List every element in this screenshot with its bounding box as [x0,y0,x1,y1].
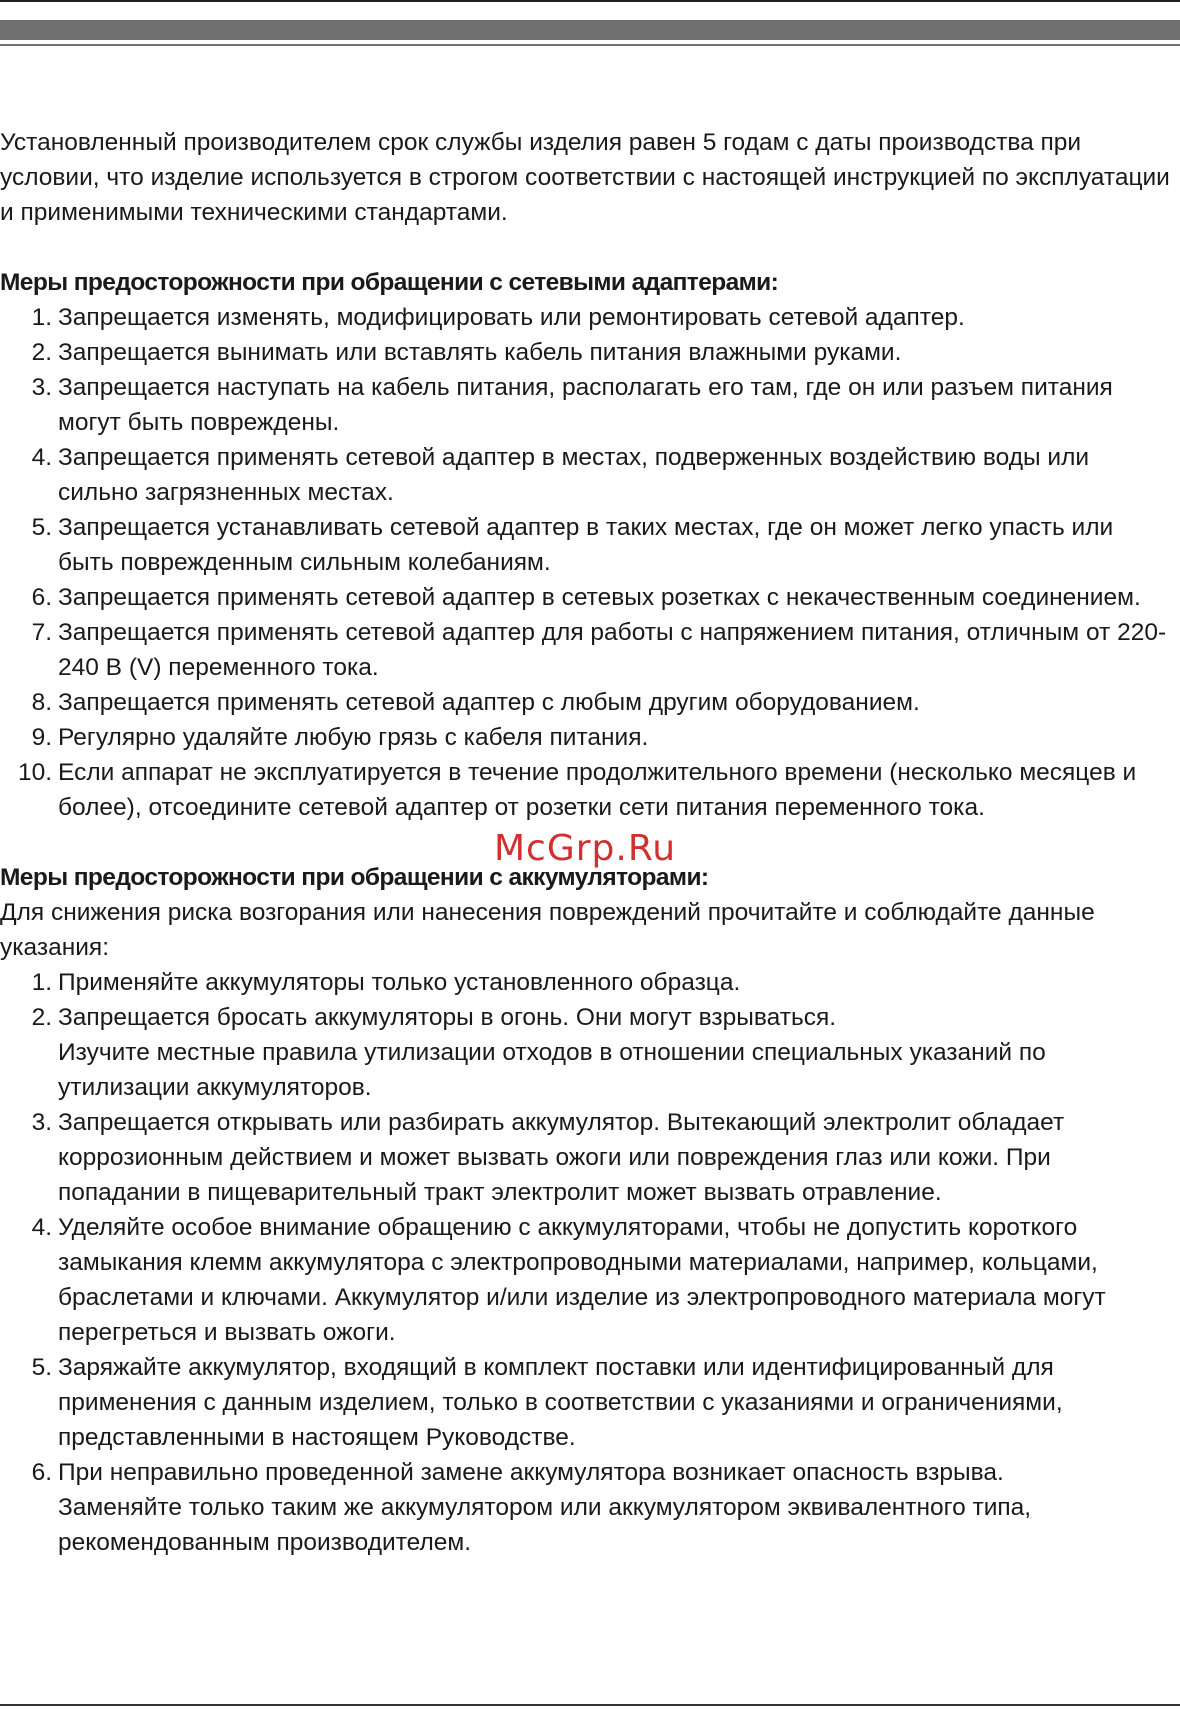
list-item: 6. Запрещается применять сетевой адаптер в сетевых розетках с некачественным соединением. [31,584,1141,611]
list-item: 1. Применяйте аккумуляторы только установленного образца. [31,969,741,996]
adapters-list [0,300,1175,825]
adapters-heading: Меры предосторожности при обращении с сетевыми адаптерами: [0,269,779,296]
list-item: 3. Запрещается открывать или разбирать аккумулятор. Вытекающий электролит обладает коррозионным действием и может вызвать ожоги или повреждения глаз или кожи. При попадании в пищеварительный тракт электролит может вызвать отравление. [31,1109,1065,1206]
service-life-paragraph: Установленный производителем срок службы изделия равен 5 годам с даты производства при условии, что изделие используется в строгом соответствии с настоящей инструкцией по эксплуатации и применимыми техническими стандартами. [0,129,1170,226]
header-thin-rule [0,44,1180,46]
list-item: 6. При неправильно проведенной замене аккумулятора возникает опасность взрыва. Заменяйте только таким же аккумулятором или аккумулятором эквивалентного типа, рекомендованным производителем. [31,1459,1032,1556]
footer-rule [0,1704,1180,1706]
header-top-rule [0,0,1180,2]
list-item: 4. Запрещается применять сетевой адаптер в местах, подверженных воздействию воды или сильно загрязненных местах. [31,444,1090,506]
batteries-list [0,965,1175,1560]
header-bar [0,20,1180,40]
list-item: 8. Запрещается применять сетевой адаптер с любым другим оборудованием. [31,689,920,716]
list-item: 5. Заряжайте аккумулятор, входящий в комплект поставки или идентифицированный для применения с данным изделием, только в соответствии с указаниями и ограничениями, представленными в настоящем Руководстве. [31,1354,1063,1451]
list-item: 5. Запрещается устанавливать сетевой адаптер в таких местах, где он может легко упасть или быть поврежденным сильным колебаниям. [31,514,1114,576]
list-item: 2. Запрещается вынимать или вставлять кабель питания влажными руками. [31,339,902,366]
list-item: 7. Запрещается применять сетевой адаптер для работы с напряжением питания, отличным от 220-240 В (V) переменного тока. [31,619,1167,681]
batteries-heading: Меры предосторожности при обращении с аккумуляторами: [0,864,709,891]
list-item: 9. Регулярно удаляйте любую грязь с кабеля питания. [31,724,649,751]
list-item: 1. Запрещается изменять, модифицировать или ремонтировать сетевой адаптер. [31,304,965,331]
batteries-intro: Для снижения риска возгорания или нанесения повреждений прочитайте и соблюдайте данные указания: [0,899,1095,961]
list-item: 2. Запрещается бросать аккумуляторы в огонь. Они могут взрываться. Изучите местные правила утилизации отходов в отношении специальных указаний по утилизации аккумуляторов. [31,1004,1046,1101]
list-item: 10. Если аппарат не эксплуатируется в течение продолжительного времени (несколько месяцев и более), отсоедините сетевой адаптер от розетки сети питания переменного тока. [17,759,1137,821]
list-item: 4. Уделяйте особое внимание обращению с аккумуляторами, чтобы не допустить короткого замыкания клемм аккумулятора с электропроводными материалами, например, кольцами, браслетами и ключами. Аккумулятор и/или изделие из электропроводного материала могут перегреться и вызвать ожоги. [31,1214,1106,1346]
list-item: 3. Запрещается наступать на кабель питания, располагать его там, где он или разъем питания могут быть повреждены. [31,374,1113,436]
watermark: McGrp.Ru [494,828,677,869]
